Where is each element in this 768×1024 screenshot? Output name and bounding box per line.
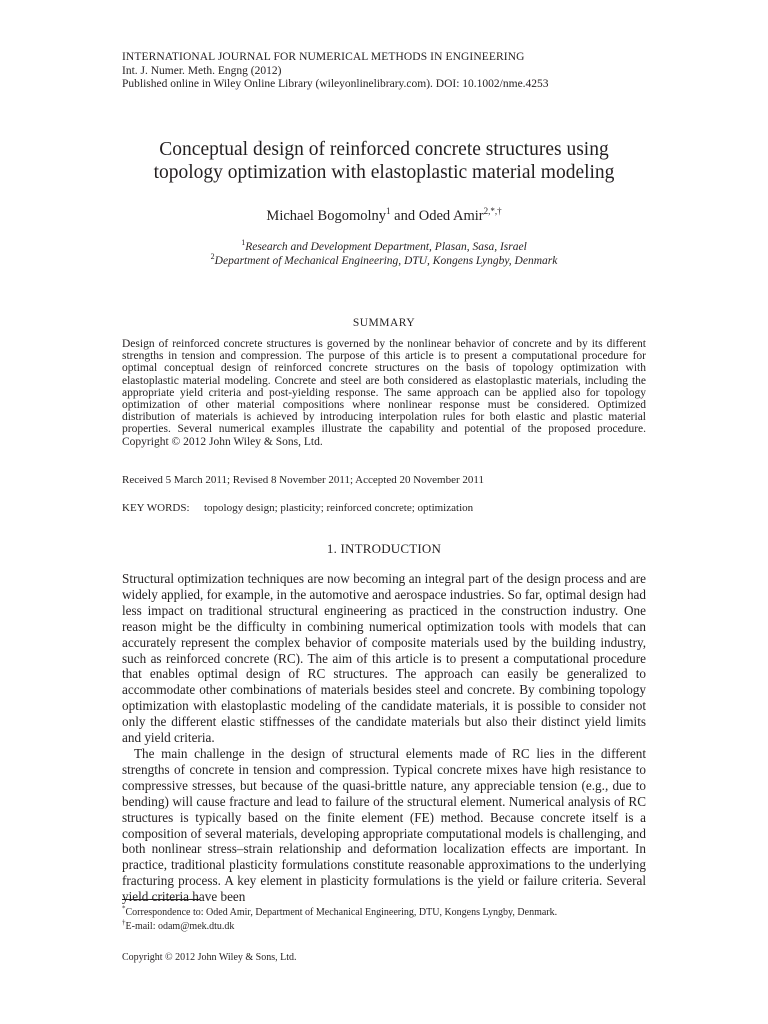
summary-text: Design of reinforced concrete structures is governed by the nonlinear behavior of concrete and by its different strengths in tension and compression. The purpose of this article is to present a computational procedure for optimal conceptual design of reinforced concrete structures on the basis of topology optimization with elastoplastic material modeling. Concrete and steel are both considered as elastoplastic materials, including the appropriate yield criteria and post-yielding response. The same approach can be applied also for topology optimization of other material compositions where nonlinear response must be considered. Optimized distribution of materials is achieved by introducing interpolation rules for both elastic and plastic material properties. Several numerical examples illustrate the capability and potential of the proposed procedure. Copyright © 2012 John Wiley & Sons, Ltd. [122, 338, 646, 448]
received-dates: Received 5 March 2011; Revised 8 November 2011; Accepted 20 November 2011 [122, 474, 484, 486]
author-name: Michael Bogomolny [266, 208, 387, 224]
affiliation [100, 254, 668, 268]
footnote [122, 920, 646, 934]
paragraph: Structural optimization techniques are now becoming an integral part of the design process and are widely applied, for example, in the automotive and aerospace industries. So far, optimal design had less impact on traditional structural engineering as practiced in the construction industry. One reason might be the difficulty in combining numerical optimization tools with models that can accurately represent the complex behavior of composite materials used by the building industry, such as reinforced concrete (RC). The aim of this article is to present a computational procedure that enables optimal design of RC structures. The approach can easily be generalized to accommodate other combinations of materials besides steel and concrete. By combining topology optimization with elastoplastic modeling of the candidate materials, it is possible to consider not only the different elastic stiffnesses of the candidate materials but also their distinct yield limits and yield criteria. [122, 571, 646, 746]
keywords [122, 502, 646, 515]
paper-title [100, 138, 668, 184]
section-heading: 1. INTRODUCTION [326, 541, 442, 556]
footnote-mark: † [122, 918, 126, 927]
journal-citation [122, 65, 662, 79]
footnote-text: Correspondence to: Oded Amir, Department of Mechanical Engineering, DTU, Kongens Lyngby, Denmark. [125, 907, 558, 918]
journal-header [122, 51, 662, 92]
journal-year: (2012) [247, 64, 282, 77]
affiliation [100, 240, 668, 254]
keywords-text: topology design; plasticity; reinforced concrete; optimization [204, 502, 474, 514]
footnotes [122, 906, 646, 933]
title-line: Conceptual design of reinforced concrete structures using [159, 139, 609, 160]
title-line: topology optimization with elastoplastic material modeling [153, 162, 615, 183]
footnote-text: E-mail: odam@mek.dtu.dk [125, 920, 235, 932]
journal-title: INTERNATIONAL JOURNAL FOR NUMERICAL METHODS IN ENGINEERING [122, 51, 525, 63]
footnote [122, 906, 646, 920]
affiliation-text: Research and Development Department, Plasan, Sasa, Israel [245, 241, 527, 253]
journal-published-line: Published online in Wiley Online Library (wileyonlinelibrary.com). DOI: 10.1002/nme.4253 [122, 78, 549, 90]
affiliation-mark: 1 [241, 238, 246, 248]
affiliations [100, 240, 668, 268]
footnote-divider [122, 899, 200, 900]
author-affil-mark: 1 [386, 206, 391, 217]
author-name: Oded Amir [418, 208, 484, 224]
paragraph: The main challenge in the design of structural elements made of RC lies in the different strengths of concrete in tension and compression. Typical concrete mixes have high resistance to compressive stresses, but because of the quasi-brittle nature, any appreciable tension (e.g., due to bending) will cause fracture and lead to failure of the structural element. Numerical analysis of RC structures is typically based on the finite element (FE) method. Because concrete itself is a composition of several materials, developing appropriate computational models is challenging, and both nonlinear stress–strain relationship and deformation localization effects are important. In practice, traditional plasticity formulations constitute reasonable approximations to the underlying fracturing process. A key element in plasticity formulations is the yield or failure criteria. Several yield criteria have been [122, 745, 646, 905]
author-affil-mark: 2,*,† [483, 206, 502, 217]
affiliation-mark: 2 [210, 252, 215, 262]
affiliation-text: Department of Mechanical Engineering, DTU, Kongens Lyngby, Denmark [214, 255, 558, 267]
body-text [122, 571, 646, 905]
footnote-mark: * [122, 904, 126, 913]
page-copyright: Copyright © 2012 John Wiley & Sons, Ltd. [122, 952, 297, 963]
author-list [100, 207, 668, 225]
author-connector: and [390, 208, 419, 224]
keywords-label: KEY WORDS: [122, 502, 190, 514]
summary-heading: SUMMARY [352, 317, 416, 329]
journal-abbrev: Int. J. Numer. Meth. Engng [122, 64, 248, 77]
